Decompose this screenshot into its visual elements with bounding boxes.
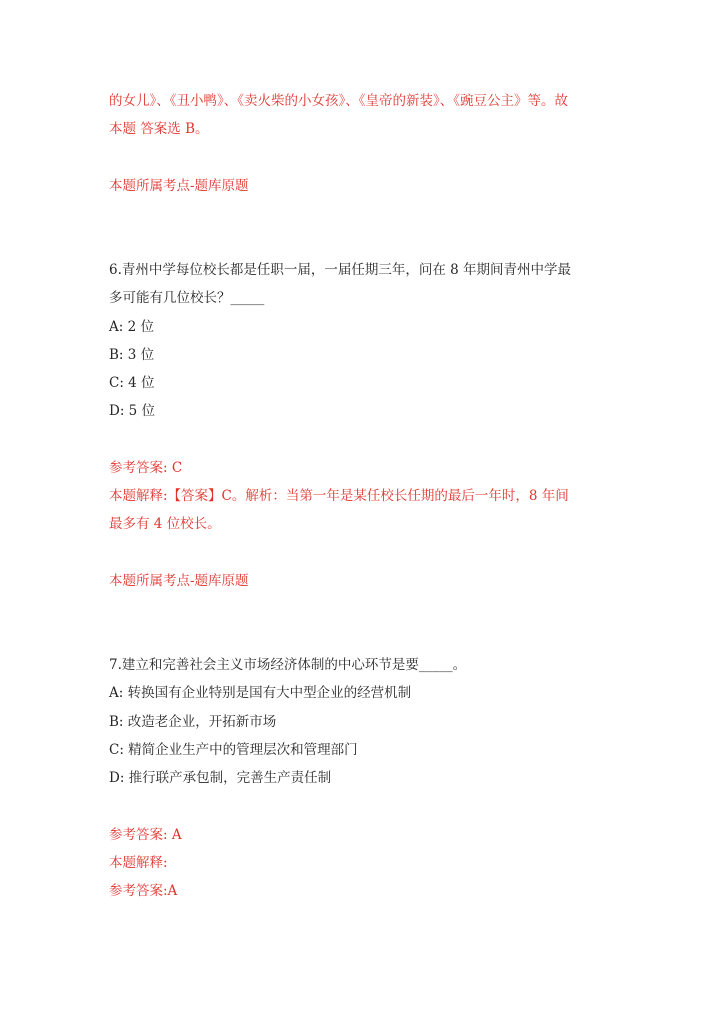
question-6-option-d: D: 5 位: [109, 403, 156, 419]
prev-explanation-line-2: 本题 答案选 B。: [109, 121, 209, 137]
question-7-option-b: B: 改造老企业，开拓新市场: [109, 714, 277, 730]
question-6-option-b: B: 3 位: [109, 347, 155, 363]
question-7-option-c: C: 精简企业生产中的管理层次和管理部门: [109, 742, 358, 758]
question-7-explanation-label: 本题解释:: [109, 855, 168, 871]
question-6-stem-line-1: 6.青州中学每位校长都是任职一届，一届任期三年，问在 8 年期间青州中学最: [109, 262, 572, 278]
question-7-answer-repeat: 参考答案:A: [109, 883, 178, 899]
question-6-source-note: 本题所属考点-题库原题: [109, 573, 249, 589]
question-7-answer: 参考答案: A: [109, 827, 182, 843]
prev-explanation-line-1: 的女儿》、《丑小鸭》、《卖火柴的小女孩》、《皇帝的新装》、《豌豆公主》等。故: [109, 93, 568, 109]
question-6-option-c: C: 4 位: [109, 375, 155, 391]
prev-source-note: 本题所属考点-题库原题: [109, 178, 249, 194]
question-6-explanation-line-1: 本题解释:【答案】C。解析：当第一年是某任校长任期的最后一年时，8 年间: [109, 488, 569, 504]
question-7-option-d: D: 推行联产承包制，完善生产责任制: [109, 770, 332, 786]
question-6-explanation-line-2: 最多有 4 位校长。: [109, 516, 221, 532]
question-7-option-a: A: 转换国有企业特别是国有大中型企业的经营机制: [109, 685, 412, 701]
question-6-stem-line-2: 多可能有几位校长？_____: [109, 290, 265, 306]
question-7-stem: 7.建立和完善社会主义市场经济体制的中心环节是要_____。: [109, 657, 467, 673]
question-6-answer: 参考答案: C: [109, 460, 183, 476]
question-6-option-a: A: 2 位: [109, 319, 154, 335]
